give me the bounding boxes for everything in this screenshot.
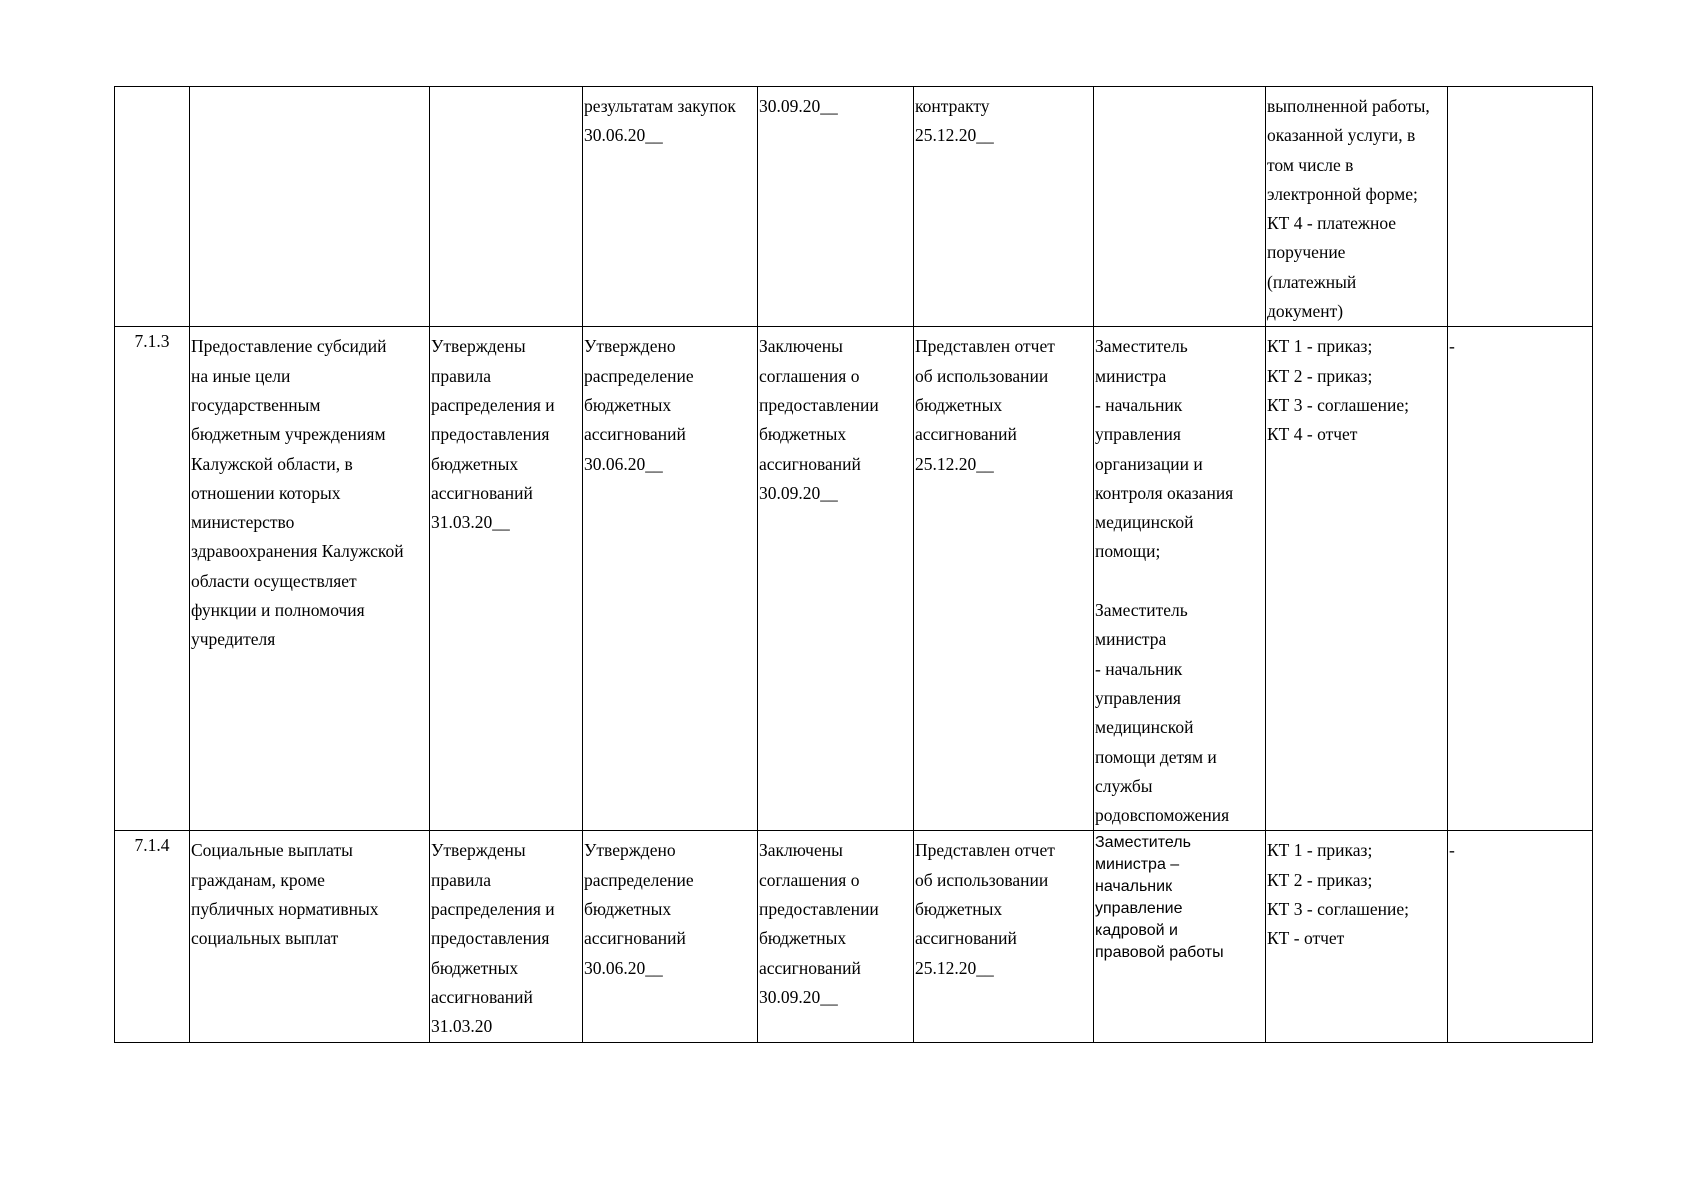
control-point-1-cell (430, 831, 583, 1042)
table-row (115, 831, 1593, 1042)
note (1448, 87, 1592, 92)
row-number: 7.1.3 (134, 331, 170, 352)
control-point-3: Заключены соглашения о предоставлении бюджетных ассигнований 30.09.20__ (759, 840, 879, 1007)
documents-cell (1266, 87, 1448, 327)
control-point-2-cell (583, 831, 758, 1042)
note-cell (1448, 327, 1593, 831)
control-point-2: Утверждено распределение бюджетных ассигнований 30.06.20__ (584, 336, 694, 474)
row-number-cell (115, 327, 190, 831)
event-name-cell (190, 87, 430, 327)
plan-table (114, 86, 1593, 1043)
control-point-3: Заключены соглашения о предоставлении бюджетных ассигнований 30.09.20__ (759, 336, 879, 503)
note: - (1449, 336, 1455, 357)
control-point-3-cell (758, 87, 914, 327)
row-number: 7.1.4 (134, 835, 170, 856)
documents: КТ 1 - приказ; КТ 2 - приказ; КТ 3 - соглашение; КТ 4 - отчет (1267, 336, 1409, 445)
row-number-cell (115, 831, 190, 1042)
documents: КТ 1 - приказ; КТ 2 - приказ; КТ 3 - соглашение; КТ - отчет (1267, 840, 1409, 949)
responsible-cell (1094, 327, 1266, 831)
control-point-1: Утверждены правила распределения и предоставления бюджетных ассигнований 31.03.20 (431, 840, 555, 1037)
note-cell (1448, 831, 1593, 1042)
control-point-4-cell (914, 831, 1094, 1042)
control-point-2: результатам закупок 30.06.20__ (584, 96, 736, 146)
documents: выполненной работы, оказанной услуги, в том числе в электронной форме; КТ 4 - платежное поручение (платежный документ) (1267, 96, 1430, 322)
note-cell (1448, 87, 1593, 327)
event-name: Социальные выплаты гражданам, кроме публичных нормативных социальных выплат (191, 840, 379, 949)
control-point-1: Утверждены правила распределения и предоставления бюджетных ассигнований 31.03.20__ (431, 336, 555, 533)
event-name-cell (190, 327, 430, 831)
control-point-1-cell (430, 87, 583, 327)
event-name (190, 87, 429, 92)
documents-cell (1266, 327, 1448, 831)
control-point-1-cell (430, 327, 583, 831)
control-point-2-cell (583, 87, 758, 327)
control-point-4: контракту 25.12.20__ (915, 96, 994, 146)
control-point-3-cell (758, 327, 914, 831)
control-point-4-cell (914, 327, 1094, 831)
control-point-1 (430, 87, 582, 92)
control-point-4: Представлен отчет об использовании бюджетных ассигнований 25.12.20__ (915, 840, 1055, 978)
control-point-4-cell (914, 87, 1094, 327)
responsible-cell (1094, 87, 1266, 327)
control-point-3-cell (758, 831, 914, 1042)
responsible: Заместитель министра - начальник управления организации и контроля оказания медицинской помощи; Заместитель министра - начальник управления медицинской помощи детям и службы родовспоможения (1095, 336, 1234, 826)
control-point-3: 30.09.20__ (759, 96, 838, 116)
responsible (1094, 87, 1265, 92)
table-row (115, 87, 1593, 327)
documents-cell (1266, 831, 1448, 1042)
control-point-4: Представлен отчет об использовании бюджетных ассигнований 25.12.20__ (915, 336, 1055, 474)
control-point-2-cell (583, 327, 758, 831)
responsible: Заместитель министра – начальник управление кадровой и правовой работы (1095, 834, 1224, 962)
control-point-2: Утверждено распределение бюджетных ассигнований 30.06.20__ (584, 840, 694, 978)
row-number-cell (115, 87, 190, 327)
responsible-cell (1094, 831, 1266, 1042)
table-row (115, 327, 1593, 831)
event-name: Предоставление субсидий на иные цели государственным бюджетным учреждениям Калужской области, в отношении которых министерство здравоохранения Калужской области осуществляет функции и полномочия учредителя (191, 336, 404, 650)
note: - (1449, 840, 1455, 861)
event-name-cell (190, 831, 430, 1042)
